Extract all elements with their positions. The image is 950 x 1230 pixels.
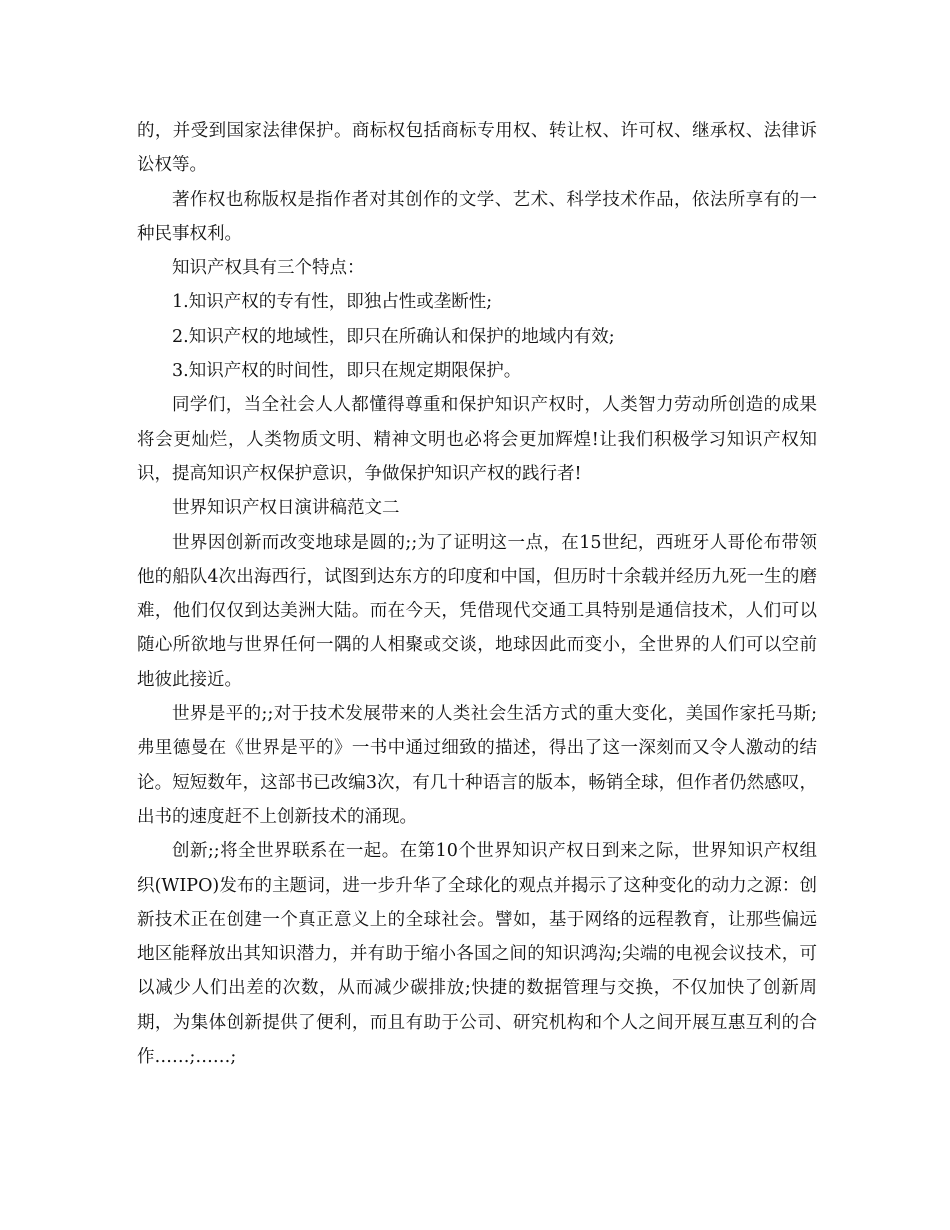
document-page bbox=[137, 114, 817, 1074]
section-heading-speech-two: 世界知识产权日演讲稿范文二 bbox=[172, 498, 400, 519]
paragraph-innovation-connects: 创新;;将全世界联系在一起。在第10个世界知识产权日到来之际，世界知识产权组织(WIPO)发布的主题词，进一步升华了全球化的观点并揭示了这种变化的动力之源：创新技术正在创建一个真正意义上的全球社会。譬如，基于网络的远程教育，让那些偏远地区能释放出其知识潜力，并有助于缩小各国之间的知识鸿沟;尖端的电视会议技术，可以减少人们出差的次数，从而减少碳排放;快捷的数据管理与交换，不仅加快了创新周期，为集体创新提供了便利，而且有助于公司、研究机构和个人之间开展互惠互利的合作……;……; bbox=[137, 841, 817, 1068]
list-item-exclusivity: 1.知识产权的专有性，即独占性或垄断性; bbox=[172, 292, 493, 313]
list-item-timeliness: 3.知识产权的时间性，即只在规定期限保护。 bbox=[172, 361, 522, 382]
paragraph-call-to-action: 同学们，当全社会人人都懂得尊重和保护知识产权时，人类智力劳动所创造的成果将会更灿烂，人类物质文明、精神文明也必将会更加辉煌!让我们积极学习知识产权知识，提高知识产权保护意识，争做保护知识产权的践行者! bbox=[137, 395, 817, 484]
paragraph-copyright-definition: 著作权也称版权是指作者对其创作的文学、艺术、科学技术作品，依法所享有的一种民事权利。 bbox=[137, 189, 817, 244]
paragraph-trademark-rights: 的，并受到国家法律保护。商标权包括商标专用权、转让权、许可权、继承权、法律诉讼权等。 bbox=[137, 121, 817, 176]
list-item-territoriality: 2.知识产权的地域性，即只在所确认和保护的地域内有效; bbox=[172, 326, 615, 347]
paragraph-world-is-flat: 世界是平的;;对于技术发展带来的人类社会生活方式的重大变化，美国作家托马斯;弗里德曼在《世界是平的》一书中通过细致的描述，得出了这一深刻而又令人激动的结论。短短数年，这部书已改编3次，有几十种语言的版本，畅销全球，但作者仍然感叹，出书的速度赶不上创新技术的涌现。 bbox=[137, 704, 817, 827]
paragraph-world-is-round: 世界因创新而改变地球是圆的;;为了证明这一点，在15世纪，西班牙人哥伦布带领他的船队4次出海西行，试图到达东方的印度和中国，但历时十余载并经历九死一生的磨难，他们仅仅到达美洲大陆。而在今天，凭借现代交通工具特别是通信技术，人们可以随心所欲地与世界任何一隅的人相聚或交谈，地球因此而变小，全世界的人们可以空前地彼此接近。 bbox=[137, 532, 817, 690]
paragraph-features-intro: 知识产权具有三个特点： bbox=[172, 258, 365, 279]
